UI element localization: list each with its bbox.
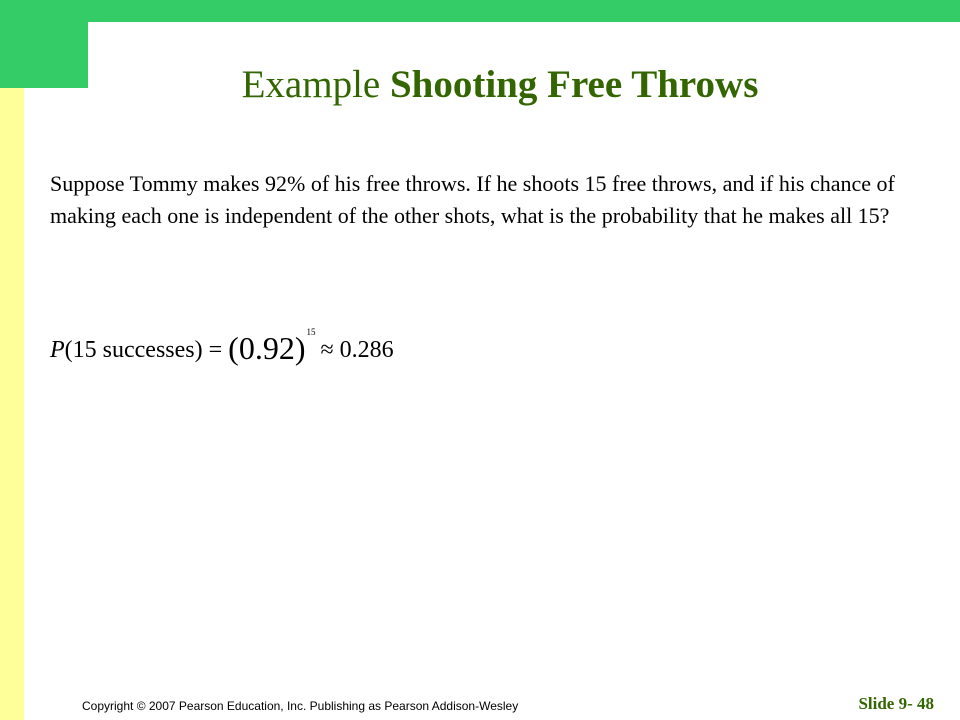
problem-paragraph: Suppose Tommy makes 92% of his free throws. If he shoots 15 free throws, and if his chance of making each one is independent of the other shots, what is the probability that he makes all 15?: [50, 171, 895, 228]
formula-exponent: 15: [306, 327, 316, 337]
top-accent-bar: [88, 0, 960, 22]
formula-result: ≈ 0.286: [320, 337, 394, 363]
slide-title: [0, 62, 960, 107]
formula-p: P: [50, 337, 65, 363]
formula-argument: (15 successes) =: [64, 337, 223, 363]
title-prefix: Example: [241, 63, 381, 106]
side-accent-bar: [0, 88, 24, 720]
formula-base: (0.92): [228, 330, 306, 366]
probability-formula: [50, 328, 394, 372]
copyright-footer: Copyright © 2007 Pearson Education, Inc. Publishing as Pearson Addison-Wesley: [82, 699, 519, 713]
slide-number: Slide 9- 48: [858, 694, 934, 713]
title-main: Shooting Free Throws: [389, 63, 759, 106]
